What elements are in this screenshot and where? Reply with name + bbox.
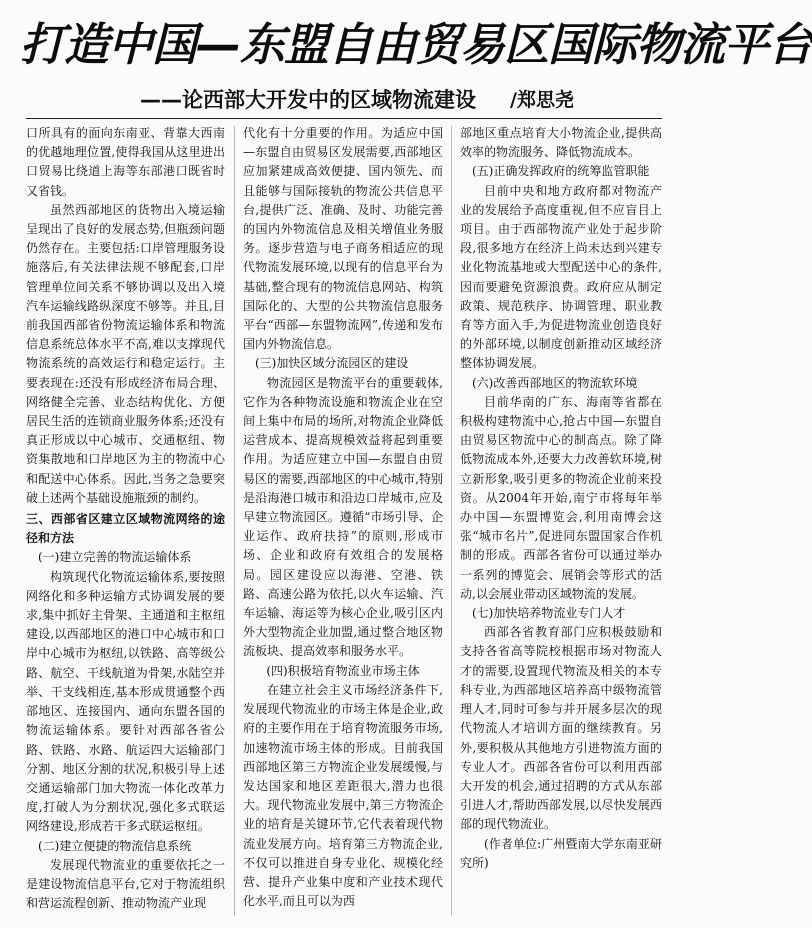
article-author: /郑思尧	[510, 89, 574, 111]
section-heading: 三、西部省区建立区域物流网络的途径和方法	[26, 512, 225, 546]
article-subtitle: ——论西部大开发中的区域物流建设	[140, 88, 476, 112]
article-column-2	[243, 124, 443, 924]
article-column-1	[26, 124, 225, 924]
author-affiliation: (作者单位:广州暨南大学东南亚研究所)	[460, 836, 662, 870]
article-column-3	[460, 124, 662, 924]
subsection-heading: (一)建立完善的物流运输体系	[38, 550, 192, 565]
subsection-heading: (七)加快培养物流业专门人才	[472, 606, 626, 621]
paragraph: 口所具有的面向东南亚、背靠大西南的优越地理位置,使得我国从这里进出口贸易比绕道上海等东部港口既省时又省钱。	[26, 126, 225, 198]
paragraph: 物流园区是物流平台的重要载体,它作为各种物流设施和物流企业在空间上集中布局的场所,对物流企业降低运营成本、提高规模效益将起到重要作用。为适应建立中国—东盟自由贸易区的需要,西部地区的中心城市,特别是沿海港口城市和沿边口岸城市,应及早建立物流园区。遵循“市场引导、企业运作、政府扶持”的原则,形成市场、企业和政府有效组合的发展格局。园区建设应以海港、空港、铁路、高速公路为依托,以火车运输、汽车运输、海运等为核心企业,吸引区内外大型物流企业加盟,通过整合地区物流板块、提高效率和服务水平。	[243, 375, 443, 659]
column-separator	[451, 126, 452, 916]
paragraph: 部地区重点培育大小物流企业,提供高效率的物流服务、降低物流成本。	[460, 126, 662, 160]
paragraph: 目前华南的广东、海南等省都在积极构建物流中心,抢占中国—东盟自由贸易区物流中心的制高点。除了降低物流成本外,还要大力改善软环境,树立新形象,吸引更多的物流企业前来投资。从2004年开始,南宁市将每年举办中国—东盟博览会,利用南博会这张“城市名片”,促进同东盟国家合作机制的形成。西部各省份可以通过举办一系列的博览会、展销会等形式的活动,以会展业带动区域物流的发展。	[460, 394, 662, 601]
article-title: 打造中国—东盟自由贸易区国际物流平台	[20, 18, 812, 71]
paragraph: 发展现代物流业的重要依托之一是建设物流信息平台,它对于物流组织和营运流程创新、推动物流产业现	[26, 857, 225, 911]
paragraph: 构筑现代化物流运输体系,要按照网络化和多种运输方式协调发展的要求,集中抓好主骨架、主通道和主枢纽建设,以西部地区的港口中心城市和口岸中心城市为枢纽,以铁路、高等级公路、航空、干线航道为骨架,水陆空并举、干支线相连,基本形成贯通整个西部地区、连接国内、通向东盟各国的物流运输体系。要针对西部各省公路、铁路、水路、航运四大运输部门分割、地区分割的状况,积极引导上述交通运输部门加大物流一体化改革力度,打破人为分割状况,强化多式联运网络建设,形成若干多式联运枢纽。	[26, 569, 225, 834]
subsection-heading: (四)积极培育物流业市场主体	[266, 663, 420, 678]
column-separator	[234, 126, 235, 916]
paragraph: 西部各省教育部门应积极鼓励和支持各省高等院校根据市场对物流人才的需要,设置现代物流及相关的本专科专业,为西部地区培养高中级物流管理人才,同时可参与并开展多层次的现代物流人才培训方面的继续教育。另外,要积极从其他地方引进物流方面的专业人才。西部各省份可以利用西部大开发的机会,通过招聘的方式从东部引进人才,帮助西部发展,以尽快发展西部的现代物流业。	[460, 625, 662, 832]
subsection-heading: (五)正确发挥政府的统筹监管职能	[472, 164, 650, 179]
paragraph: 虽然西部地区的货物出入境运输呈现出了良好的发展态势,但瓶颈问题仍然存在。主要包括:口岸管理服务设施落后,有关法律法规不够配套,口岸管理单位间关系不够协调以及出入境汽车运输线路纵深度不够等。并且,目前我国西部省份物流运输体系和物流信息系统总体水平不高,难以支撑现代物流系统的高效运行和稳定运行。主要表现在:还没有形成经济布局合理、网络健全完善、业态结构优化、方便居民生活的连锁商业服务体系;还没有真正形成以中心城市、交通枢纽、物资集散地和口岸地区为主的物流中心和配送中心体系。因此,当务之急要突破上述两个基础设施瓶颈的制约。	[26, 202, 225, 505]
paragraph: 目前中央和地方政府都对物流产业的发展给予高度重视,但不应盲目上项目。由于西部物流产业处于起步阶段,很多地方在经济上尚未达到兴建专业化物流基地或大型配送中心的条件,因而要避免资源浪费。政府应从制定政策、规范秩序、协调管理、职业教育等方面入手,为促进物流业创造良好的外部环境,以制度创新推动区域经济整体协调发展。	[460, 183, 662, 371]
subsection-heading: (三)加快区域分流园区的建设	[255, 356, 409, 371]
subsection-heading: (二)建立便捷的物流信息系统	[38, 838, 192, 853]
paragraph: 在建立社会主义市场经济条件下,发展现代物流业的市场主体是企业,政府的主要作用在于培育物流服务市场,加速物流市场主体的形成。目前我国西部地区第三方物流企业发展缓慢,与发达国家和地区差距很大,潜力也很大。现代物流业发展中,第三方物流企业的培育是关键环节,它代表着现代物流业发展方向。培育第三方物流企业,不仅可以推进自身专业化、规模化经营、提升产业集中度和产业技术现代化水平,而且可以为西	[243, 682, 443, 909]
subsection-heading: (六)改善西部地区的物流软环境	[472, 375, 638, 390]
header-divider	[26, 118, 662, 119]
paragraph: 代化有十分重要的作用。为适应中国—东盟自由贸易区发展需要,西部地区应加紧建成高效便捷、国内领先、而且能够与国际接轨的物流公共信息平台,提供广泛、准确、及时、功能完善的国内外物流信息及相关增值业务服务。逐步营造与电子商务相适应的现代物流发展环境,以现有的信息平台为基础,整合现有的物流信息网站、构筑国际化的、大型的公共物流信息服务平台“西部—东盟物流网”,传递和发布国内外物流信息。	[243, 126, 443, 352]
